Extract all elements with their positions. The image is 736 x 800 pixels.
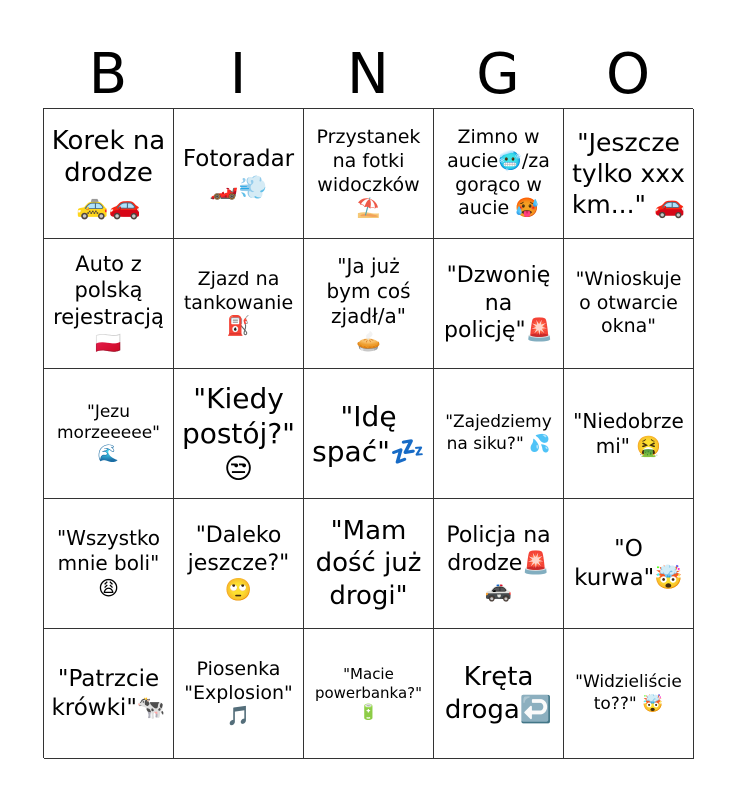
- bingo-cell[interactable]: [174, 369, 304, 499]
- cell-text: "Kiedy postój?" 😒: [181, 382, 296, 485]
- bingo-cell[interactable]: [434, 499, 564, 629]
- bingo-cell[interactable]: [174, 629, 304, 759]
- bingo-cell[interactable]: [44, 109, 174, 239]
- cell-text: "Niedobrze mi" 🤮: [573, 408, 684, 458]
- bingo-cell[interactable]: [564, 109, 694, 239]
- cell-text: "Idę spać"💤: [312, 399, 425, 468]
- bingo-cell[interactable]: [174, 109, 304, 239]
- bingo-cell[interactable]: [44, 369, 174, 499]
- header-letter-b: B: [88, 42, 128, 107]
- bingo-cell[interactable]: [44, 629, 174, 759]
- cell-text: "Zajedziemy na siku?" 💦: [445, 412, 552, 454]
- bingo-cell[interactable]: [44, 499, 174, 629]
- cell-text: Zimno w aucie🥶/za gorąco w aucie 🥵: [447, 126, 550, 220]
- cell-text: Policja na drodze🚨 🚓: [446, 523, 551, 604]
- header-letter-o: O: [605, 42, 651, 107]
- cell-text: "O kurwa"🤯: [574, 535, 683, 591]
- cell-text: "Widzieliście to??" 🤯: [575, 672, 682, 714]
- bingo-cell[interactable]: [434, 239, 564, 369]
- cell-text: "Jezu morzeeeee" 🌊: [57, 401, 160, 465]
- cell-text: Zjazd na tankowanie ⛽: [183, 267, 294, 338]
- bingo-cell-center[interactable]: [304, 369, 434, 499]
- cell-text: "Macie powerbanka?" 🔋: [314, 665, 423, 721]
- cell-text: "Patrzcie krówki"🐄: [51, 665, 166, 721]
- header-letter-n: N: [347, 42, 389, 107]
- bingo-cell[interactable]: [174, 239, 304, 369]
- bingo-cell[interactable]: [564, 239, 694, 369]
- cell-text: "Wszystko mnie boli" 😩: [56, 526, 161, 600]
- bingo-cell[interactable]: [304, 629, 434, 759]
- cell-text: Auto z polską rejestracją 🇵🇱: [53, 252, 164, 355]
- header-letter-i: I: [229, 42, 247, 107]
- cell-text: "Mam dość już drogi": [315, 515, 422, 611]
- cell-text: "Jeszcze tylko xxx km..." 🚗: [571, 127, 686, 220]
- bingo-cell[interactable]: [564, 629, 694, 759]
- cell-text: Kręta droga↩️: [444, 662, 553, 725]
- bingo-cell[interactable]: [304, 239, 434, 369]
- bingo-cell[interactable]: [564, 369, 694, 499]
- bingo-cell[interactable]: [44, 239, 174, 369]
- cell-text: Przystanek na fotki widoczków ⛱️: [316, 126, 421, 220]
- bingo-header: [43, 44, 693, 106]
- bingo-cell[interactable]: [174, 499, 304, 629]
- cell-text: Korek na drodze 🚕🚗: [51, 125, 166, 221]
- bingo-cell[interactable]: [304, 109, 434, 239]
- bingo-grid: [43, 108, 693, 758]
- bingo-cell[interactable]: [434, 369, 564, 499]
- bingo-cell[interactable]: [434, 629, 564, 759]
- header-letter-g: G: [476, 42, 520, 107]
- cell-text: Piosenka "Explosion" 🎵: [184, 657, 293, 728]
- bingo-cell[interactable]: [304, 499, 434, 629]
- cell-text: "Wnioskuje o otwarcie okna": [575, 267, 682, 338]
- cell-text: Fotoradar 🏎️💨: [182, 145, 295, 201]
- bingo-cell[interactable]: [434, 109, 564, 239]
- bingo-cell[interactable]: [564, 499, 694, 629]
- cell-text: "Dzwonię na policję"🚨: [444, 263, 553, 344]
- cell-text: "Daleko jeszcze?" 🙄: [187, 523, 290, 604]
- cell-text: "Ja już bym coś zjadł/a" 🥧: [326, 253, 411, 353]
